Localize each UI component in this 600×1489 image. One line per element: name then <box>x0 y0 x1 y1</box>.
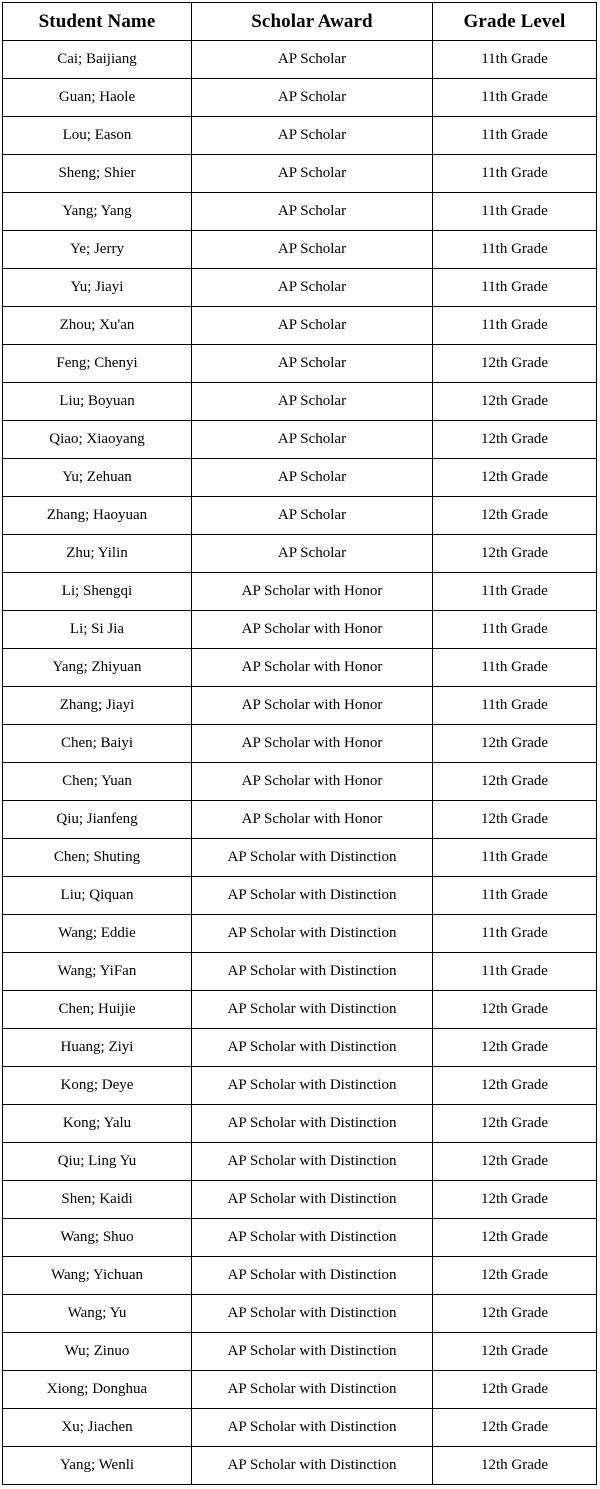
student-name-cell: Lou; Eason <box>3 117 192 155</box>
table-row <box>3 1143 597 1181</box>
student-name-cell: Cai; Baijiang <box>3 41 192 79</box>
table-row <box>3 1219 597 1257</box>
scholar-award-cell: AP Scholar <box>192 117 433 155</box>
scholar-award-cell: AP Scholar with Distinction <box>192 1067 433 1105</box>
table-row <box>3 877 597 915</box>
table-body <box>3 41 597 1485</box>
grade-level-cell: 12th Grade <box>433 801 597 839</box>
student-name-cell: Wang; Shuo <box>3 1219 192 1257</box>
table-row <box>3 79 597 117</box>
scholar-award-cell: AP Scholar with Distinction <box>192 1143 433 1181</box>
grade-level-cell: 11th Grade <box>433 269 597 307</box>
scholar-award-cell: AP Scholar with Honor <box>192 611 433 649</box>
grade-level-cell: 11th Grade <box>433 193 597 231</box>
scholar-award-cell: AP Scholar <box>192 383 433 421</box>
scholar-award-cell: AP Scholar with Honor <box>192 687 433 725</box>
table-row <box>3 41 597 79</box>
student-name-cell: Xiong; Donghua <box>3 1371 192 1409</box>
grade-level-cell: 12th Grade <box>433 383 597 421</box>
table-row <box>3 611 597 649</box>
scholar-award-cell: AP Scholar with Distinction <box>192 1333 433 1371</box>
grade-level-cell: 12th Grade <box>433 1295 597 1333</box>
student-name-cell: Wu; Zinuo <box>3 1333 192 1371</box>
student-name-cell: Qiu; Ling Yu <box>3 1143 192 1181</box>
header-student-name: Student Name <box>3 3 192 41</box>
table-row <box>3 535 597 573</box>
grade-level-cell: 12th Grade <box>433 421 597 459</box>
grade-level-cell: 11th Grade <box>433 611 597 649</box>
scholar-award-cell: AP Scholar with Distinction <box>192 1181 433 1219</box>
student-name-cell: Qiu; Jianfeng <box>3 801 192 839</box>
table-row <box>3 307 597 345</box>
student-name-cell: Chen; Shuting <box>3 839 192 877</box>
table-row <box>3 573 597 611</box>
scholar-award-cell: AP Scholar with Distinction <box>192 1371 433 1409</box>
scholar-award-cell: AP Scholar with Distinction <box>192 1257 433 1295</box>
scholar-award-cell: AP Scholar <box>192 459 433 497</box>
table-row <box>3 1295 597 1333</box>
table-row <box>3 1447 597 1485</box>
student-name-cell: Yang; Wenli <box>3 1447 192 1485</box>
header-row <box>3 3 597 41</box>
table-row <box>3 839 597 877</box>
scholar-award-cell: AP Scholar with Distinction <box>192 953 433 991</box>
scholar-award-cell: AP Scholar <box>192 535 433 573</box>
table-row <box>3 1409 597 1447</box>
grade-level-cell: 12th Grade <box>433 1409 597 1447</box>
grade-level-cell: 12th Grade <box>433 497 597 535</box>
scholar-award-cell: AP Scholar <box>192 421 433 459</box>
table-row <box>3 117 597 155</box>
grade-level-cell: 12th Grade <box>433 1219 597 1257</box>
student-name-cell: Xu; Jiachen <box>3 1409 192 1447</box>
student-name-cell: Guan; Haole <box>3 79 192 117</box>
student-name-cell: Wang; Yu <box>3 1295 192 1333</box>
student-name-cell: Yu; Zehuan <box>3 459 192 497</box>
grade-level-cell: 11th Grade <box>433 155 597 193</box>
grade-level-cell: 12th Grade <box>433 535 597 573</box>
student-name-cell: Feng; Chenyi <box>3 345 192 383</box>
scholar-award-cell: AP Scholar <box>192 79 433 117</box>
grade-level-cell: 12th Grade <box>433 1105 597 1143</box>
table-row <box>3 231 597 269</box>
scholar-award-cell: AP Scholar with Distinction <box>192 1409 433 1447</box>
grade-level-cell: 12th Grade <box>433 725 597 763</box>
scholar-award-cell: AP Scholar <box>192 155 433 193</box>
scholar-award-cell: AP Scholar <box>192 345 433 383</box>
scholar-award-cell: AP Scholar <box>192 307 433 345</box>
grade-level-cell: 11th Grade <box>433 649 597 687</box>
grade-level-cell: 12th Grade <box>433 459 597 497</box>
student-name-cell: Zhang; Jiayi <box>3 687 192 725</box>
table-row <box>3 1257 597 1295</box>
header-grade-level: Grade Level <box>433 3 597 41</box>
grade-level-cell: 12th Grade <box>433 1257 597 1295</box>
grade-level-cell: 11th Grade <box>433 839 597 877</box>
grade-level-cell: 11th Grade <box>433 915 597 953</box>
header-scholar-award: Scholar Award <box>192 3 433 41</box>
student-name-cell: Chen; Yuan <box>3 763 192 801</box>
student-name-cell: Chen; Huijie <box>3 991 192 1029</box>
table-row <box>3 155 597 193</box>
scholar-award-cell: AP Scholar with Distinction <box>192 1105 433 1143</box>
table-row <box>3 497 597 535</box>
grade-level-cell: 11th Grade <box>433 41 597 79</box>
student-name-cell: Liu; Boyuan <box>3 383 192 421</box>
grade-level-cell: 12th Grade <box>433 1067 597 1105</box>
scholar-award-cell: AP Scholar <box>192 193 433 231</box>
student-name-cell: Sheng; Shier <box>3 155 192 193</box>
grade-level-cell: 12th Grade <box>433 1029 597 1067</box>
table-row <box>3 1029 597 1067</box>
table-row <box>3 1371 597 1409</box>
student-name-cell: Kong; Deye <box>3 1067 192 1105</box>
grade-level-cell: 11th Grade <box>433 573 597 611</box>
table-row <box>3 459 597 497</box>
grade-level-cell: 11th Grade <box>433 687 597 725</box>
student-name-cell: Wang; YiFan <box>3 953 192 991</box>
table-row <box>3 763 597 801</box>
grade-level-cell: 11th Grade <box>433 79 597 117</box>
grade-level-cell: 12th Grade <box>433 1333 597 1371</box>
grade-level-cell: 12th Grade <box>433 991 597 1029</box>
scholar-award-cell: AP Scholar with Honor <box>192 801 433 839</box>
scholar-award-cell: AP Scholar with Distinction <box>192 1447 433 1485</box>
scholar-award-cell: AP Scholar with Distinction <box>192 915 433 953</box>
grade-level-cell: 12th Grade <box>433 1181 597 1219</box>
table-row <box>3 1105 597 1143</box>
grade-level-cell: 12th Grade <box>433 763 597 801</box>
grade-level-cell: 11th Grade <box>433 877 597 915</box>
table-row <box>3 915 597 953</box>
student-name-cell: Yang; Zhiyuan <box>3 649 192 687</box>
table-row <box>3 953 597 991</box>
scholar-award-cell: AP Scholar with Honor <box>192 763 433 801</box>
student-name-cell: Wang; Yichuan <box>3 1257 192 1295</box>
table-header <box>3 3 597 41</box>
scholar-award-cell: AP Scholar with Distinction <box>192 1295 433 1333</box>
grade-level-cell: 12th Grade <box>433 1447 597 1485</box>
table-row <box>3 725 597 763</box>
grade-level-cell: 12th Grade <box>433 1371 597 1409</box>
scholar-award-cell: AP Scholar with Honor <box>192 725 433 763</box>
table-row <box>3 193 597 231</box>
student-name-cell: Chen; Baiyi <box>3 725 192 763</box>
student-name-cell: Li; Si Jia <box>3 611 192 649</box>
scholar-award-cell: AP Scholar with Distinction <box>192 877 433 915</box>
scholar-award-cell: AP Scholar with Honor <box>192 649 433 687</box>
table-row <box>3 1333 597 1371</box>
scholar-award-cell: AP Scholar with Distinction <box>192 991 433 1029</box>
student-name-cell: Yang; Yang <box>3 193 192 231</box>
student-name-cell: Qiao; Xiaoyang <box>3 421 192 459</box>
awards-table <box>2 2 597 1485</box>
student-name-cell: Wang; Eddie <box>3 915 192 953</box>
scholar-award-cell: AP Scholar with Distinction <box>192 839 433 877</box>
table-row <box>3 269 597 307</box>
grade-level-cell: 11th Grade <box>433 117 597 155</box>
student-name-cell: Huang; Ziyi <box>3 1029 192 1067</box>
student-name-cell: Zhou; Xu'an <box>3 307 192 345</box>
scholar-award-cell: AP Scholar with Distinction <box>192 1029 433 1067</box>
student-name-cell: Shen; Kaidi <box>3 1181 192 1219</box>
table-row <box>3 649 597 687</box>
grade-level-cell: 12th Grade <box>433 1143 597 1181</box>
table-row <box>3 421 597 459</box>
table-row <box>3 1067 597 1105</box>
scholar-award-cell: AP Scholar <box>192 231 433 269</box>
grade-level-cell: 11th Grade <box>433 953 597 991</box>
student-name-cell: Liu; Qiquan <box>3 877 192 915</box>
grade-level-cell: 11th Grade <box>433 231 597 269</box>
table-row <box>3 687 597 725</box>
scholar-award-cell: AP Scholar <box>192 269 433 307</box>
student-name-cell: Ye; Jerry <box>3 231 192 269</box>
student-name-cell: Yu; Jiayi <box>3 269 192 307</box>
student-name-cell: Zhang; Haoyuan <box>3 497 192 535</box>
scholar-award-cell: AP Scholar with Honor <box>192 573 433 611</box>
student-name-cell: Li; Shengqi <box>3 573 192 611</box>
table-row <box>3 345 597 383</box>
table-row <box>3 383 597 421</box>
grade-level-cell: 11th Grade <box>433 307 597 345</box>
student-name-cell: Zhu; Yilin <box>3 535 192 573</box>
student-name-cell: Kong; Yalu <box>3 1105 192 1143</box>
table-row <box>3 801 597 839</box>
scholar-award-cell: AP Scholar with Distinction <box>192 1219 433 1257</box>
scholar-award-cell: AP Scholar <box>192 497 433 535</box>
scholar-award-cell: AP Scholar <box>192 41 433 79</box>
grade-level-cell: 12th Grade <box>433 345 597 383</box>
table-row <box>3 1181 597 1219</box>
table-row <box>3 991 597 1029</box>
